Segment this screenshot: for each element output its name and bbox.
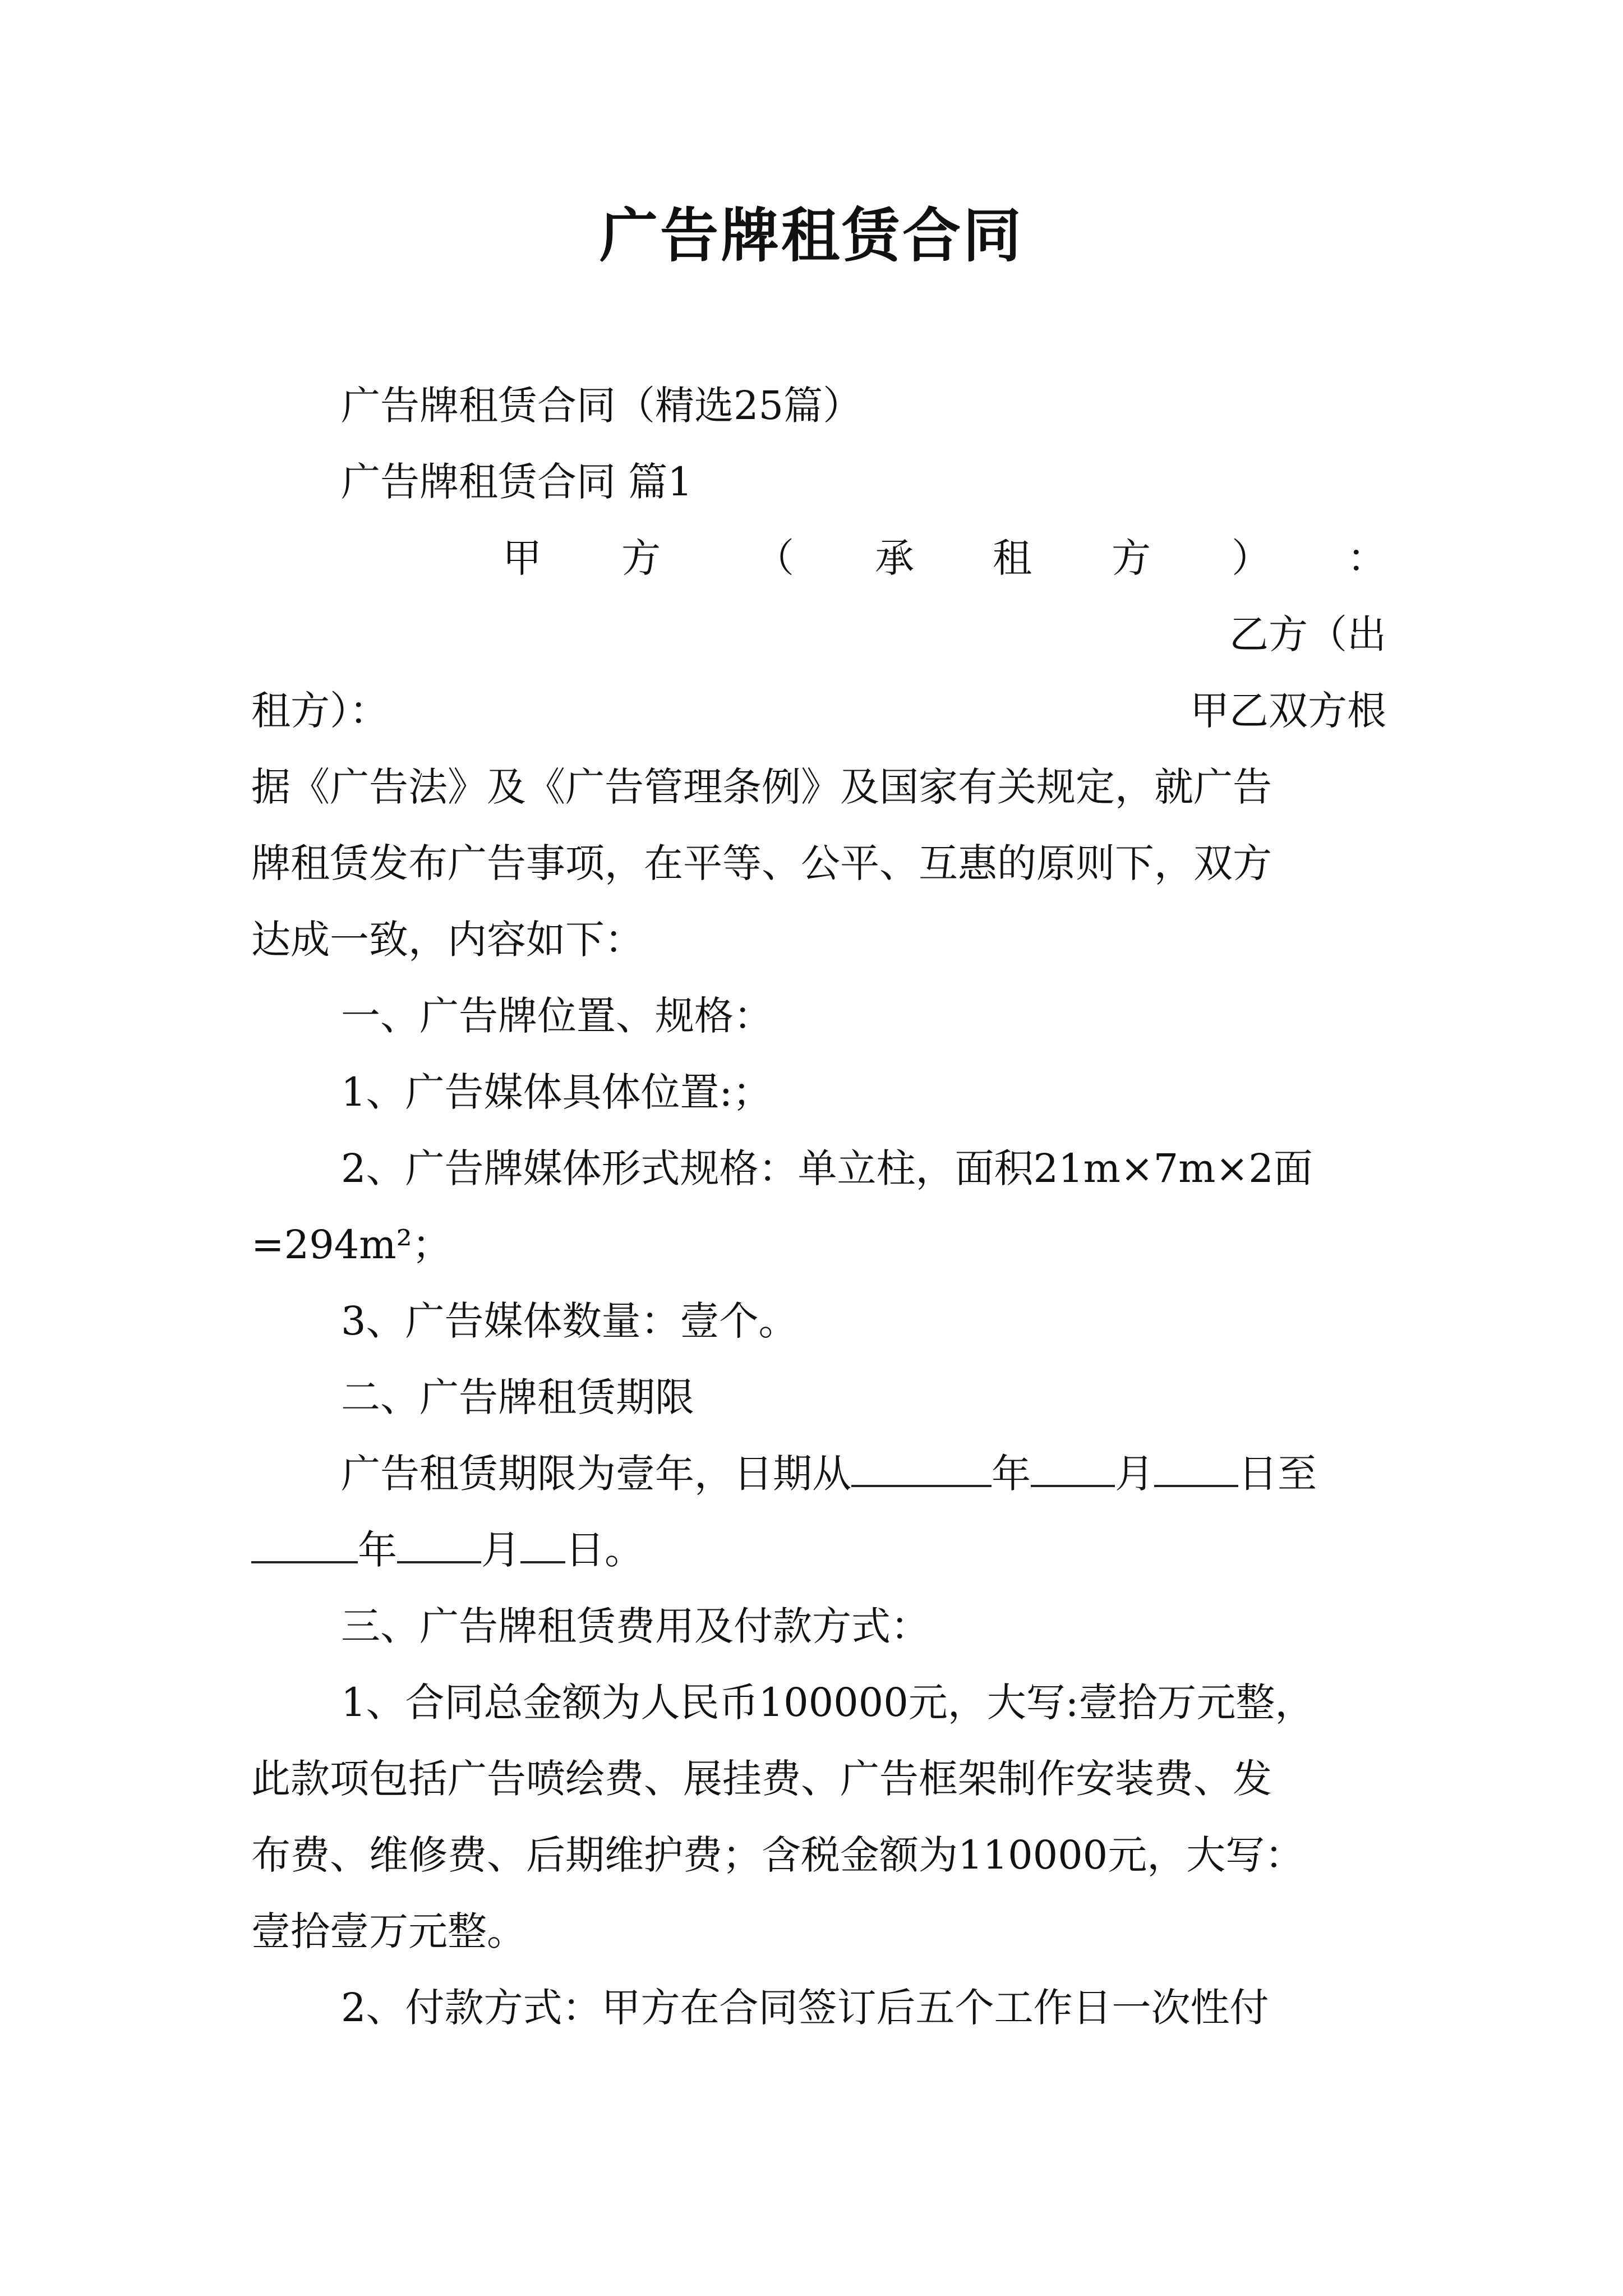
paragraph-line: =294m²；	[251, 1222, 451, 1268]
blank-field	[1031, 1449, 1115, 1487]
blank-field	[851, 1449, 992, 1487]
lease-term-text: 月	[1115, 1451, 1154, 1497]
spread-char: ：	[1347, 535, 1386, 581]
blank-field	[397, 1525, 481, 1563]
lease-term-text: 日。	[565, 1527, 644, 1573]
lease-term-text: 广告租赁期限为壹年，日期从	[341, 1451, 851, 1497]
paragraph-line: 3、广告媒体数量：壹个。	[341, 1298, 798, 1344]
blank-field	[251, 1525, 358, 1563]
document-title: 广告牌租赁合同	[599, 201, 1023, 270]
paragraph-line: 2、付款方式：甲方在合同签订后五个工作日一次性付	[341, 1985, 1269, 2031]
spread-char: ）	[1232, 535, 1271, 581]
lease-term-text: 日至	[1238, 1451, 1317, 1497]
lease-term-line	[341, 1435, 1317, 1512]
party-b-line: 乙方（出	[1229, 611, 1386, 657]
paragraph-line: 牌租赁发布广告事项，在平等、公平、互惠的原则下，双方	[251, 840, 1272, 886]
section-heading: 三、广告牌租赁费用及付款方式：	[341, 1603, 930, 1649]
blank-field	[1154, 1449, 1238, 1487]
spread-char: 方	[621, 535, 661, 581]
lease-term-text: 年	[358, 1527, 397, 1573]
paragraph-line: 据《广告法》及《广告管理条例》及国家有关规定，就广告	[251, 764, 1272, 810]
blank-field	[520, 1525, 565, 1563]
spread-char: 方	[1112, 535, 1151, 581]
spread-char: 承	[875, 535, 914, 581]
paragraph-line: 达成一致，内容如下：	[251, 917, 644, 963]
party-a-line	[251, 520, 1386, 596]
paragraph-line: 壹拾壹万元整。	[251, 1908, 526, 1954]
section-heading: 广告牌租赁合同 篇1	[341, 459, 693, 505]
spread-char: 甲	[502, 535, 542, 581]
section-heading: 一、广告牌位置、规格：	[341, 993, 773, 1039]
paragraph-line: 1、合同总金额为人民币100000元，大写:壹拾万元整，	[341, 1680, 1315, 1726]
section-heading: 二、广告牌租赁期限	[341, 1374, 694, 1420]
lease-term-text: 月	[481, 1527, 520, 1573]
spread-char: （	[755, 535, 794, 581]
paragraph-line: 此款项包括广告喷绘费、展挂费、广告框架制作安装费、发	[251, 1756, 1272, 1802]
paragraph-line: 1、广告媒体具体位置:；	[341, 1069, 772, 1115]
party-b-line-cont: 租方）：	[251, 688, 389, 734]
subtitle-line: 广告牌租赁合同（精选25篇）	[341, 383, 863, 429]
lease-term-line-cont	[251, 1512, 644, 1588]
lease-term-text: 年	[992, 1451, 1031, 1497]
spread-char: 租	[993, 535, 1032, 581]
paragraph-line: 2、广告牌媒体形式规格：单立柱，面积21m×7m×2面	[341, 1145, 1313, 1191]
paragraph-line: 布费、维修费、后期维护费；含税金额为110000元，大写：	[251, 1832, 1304, 1878]
paragraph-line: 甲乙双方根	[1190, 688, 1386, 734]
